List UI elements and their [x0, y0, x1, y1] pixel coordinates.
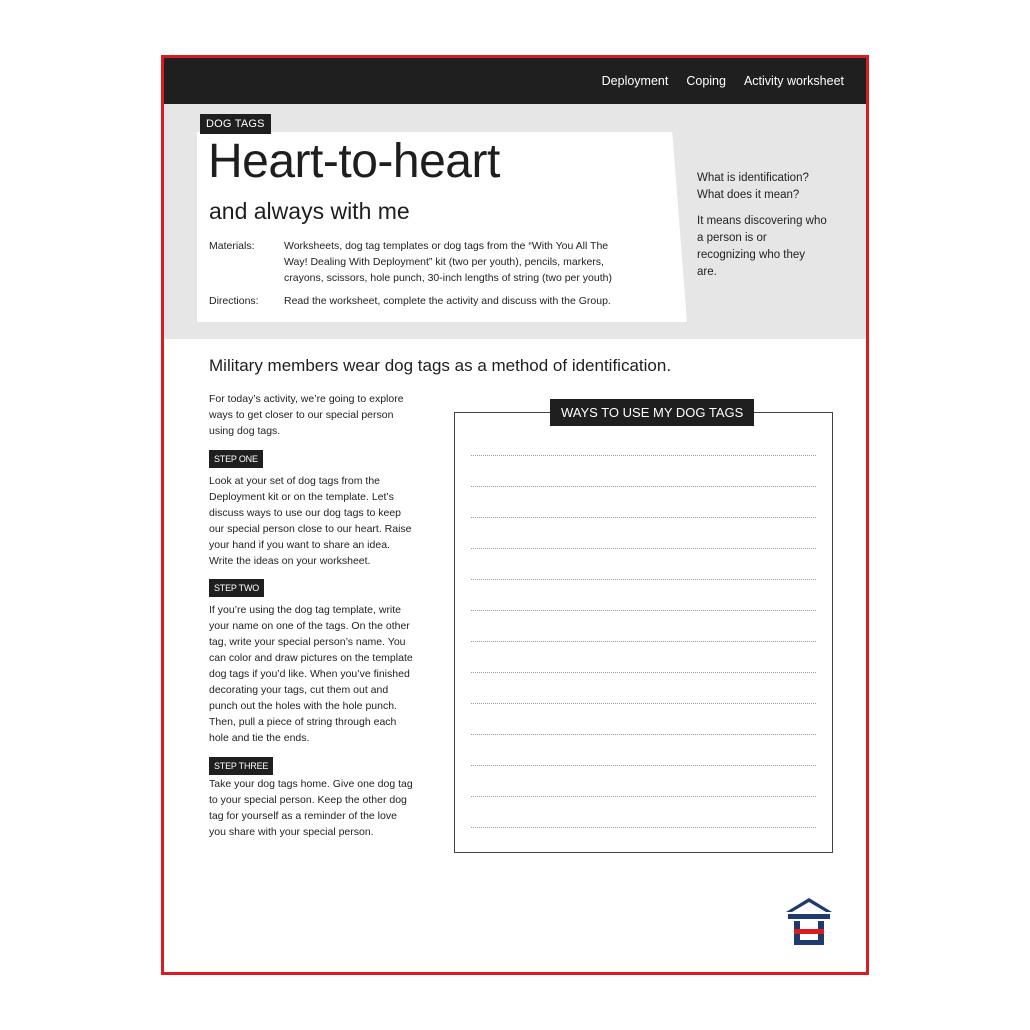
ways-writing-box	[454, 405, 833, 853]
section-headline: Military members wear dog tags as a method of identification.	[209, 356, 672, 375]
directions-text: Read the worksheet, complete the activity and discuss with the Group.	[284, 295, 611, 307]
top-navigation-bar	[164, 58, 866, 104]
step-three-label: STEP THREE	[209, 757, 273, 775]
step-three-text: Take your dog tags home. Give one dog tag to your special person. Keep the other dog tag for yourself as a reminder of the love you share with your special person.	[209, 778, 413, 838]
materials-text: Worksheets, dog tag templates or dog tags from the “With You All The Way! Dealing With Deployment” kit (two per youth), pencils, markers, crayons, scissors, hole punch, 30-inch lengths of string (two per youth)	[284, 240, 612, 284]
sidebar-question: What is identification? What does it mean?	[697, 172, 809, 201]
materials-label: Materials:	[209, 240, 255, 252]
worksheet-page	[161, 55, 869, 975]
directions-label: Directions:	[209, 295, 259, 307]
writing-line[interactable]	[471, 610, 816, 611]
intro-text: For today’s activity, we’re going to explore ways to get closer to our special person using dog tags.	[209, 393, 404, 437]
page-title: Heart-to-heart	[208, 135, 500, 188]
sidebar-answer: It means discovering who a person is or recognizing who they are.	[697, 215, 827, 278]
writing-line[interactable]	[471, 827, 816, 828]
materials-row	[209, 238, 629, 288]
sidebar-definition	[697, 170, 827, 290]
writing-line[interactable]	[471, 703, 816, 704]
writing-line[interactable]	[471, 796, 816, 797]
writing-line[interactable]	[471, 486, 816, 487]
writing-line[interactable]	[471, 455, 816, 456]
step-one-label: STEP ONE	[209, 450, 263, 468]
writing-line[interactable]	[471, 765, 816, 766]
house-logo-icon	[784, 896, 834, 948]
directions-row	[209, 293, 629, 311]
ways-box-title: WAYS TO USE MY DOG TAGS	[550, 399, 754, 426]
writing-line[interactable]	[471, 672, 816, 673]
category-tag: DOG TAGS	[200, 114, 271, 134]
writing-line[interactable]	[471, 548, 816, 549]
step-one-text: Look at your set of dog tags from the Deployment kit or on the template. Let’s discuss ways to use our dog tags to keep our special person close to our heart. Raise your hand if you want to share an idea. Write the ideas on your worksheet.	[209, 475, 412, 567]
nav-item-coping[interactable]: Coping	[686, 74, 726, 88]
step-two-text: If you’re using the dog tag template, write your name on one of the tags. On the other tag, write your special person’s name. You can color and draw pictures on the template dog tags if you’d like. When you’ve finished decorating your tags, cut them out and punch out the holes with the hole punch. Then, pull a piece of string through each hole and tie the ends.	[209, 604, 413, 744]
writing-line[interactable]	[471, 579, 816, 580]
nav-item-activity-worksheet[interactable]: Activity worksheet	[743, 74, 844, 88]
nav-item-deployment[interactable]: Deployment	[601, 74, 669, 88]
writing-line[interactable]	[471, 641, 816, 642]
page-subtitle: and always with me	[209, 198, 410, 224]
writing-line[interactable]	[471, 517, 816, 518]
step-two-label: STEP TWO	[209, 579, 264, 597]
nav-menu	[602, 58, 844, 104]
writing-line[interactable]	[471, 734, 816, 735]
